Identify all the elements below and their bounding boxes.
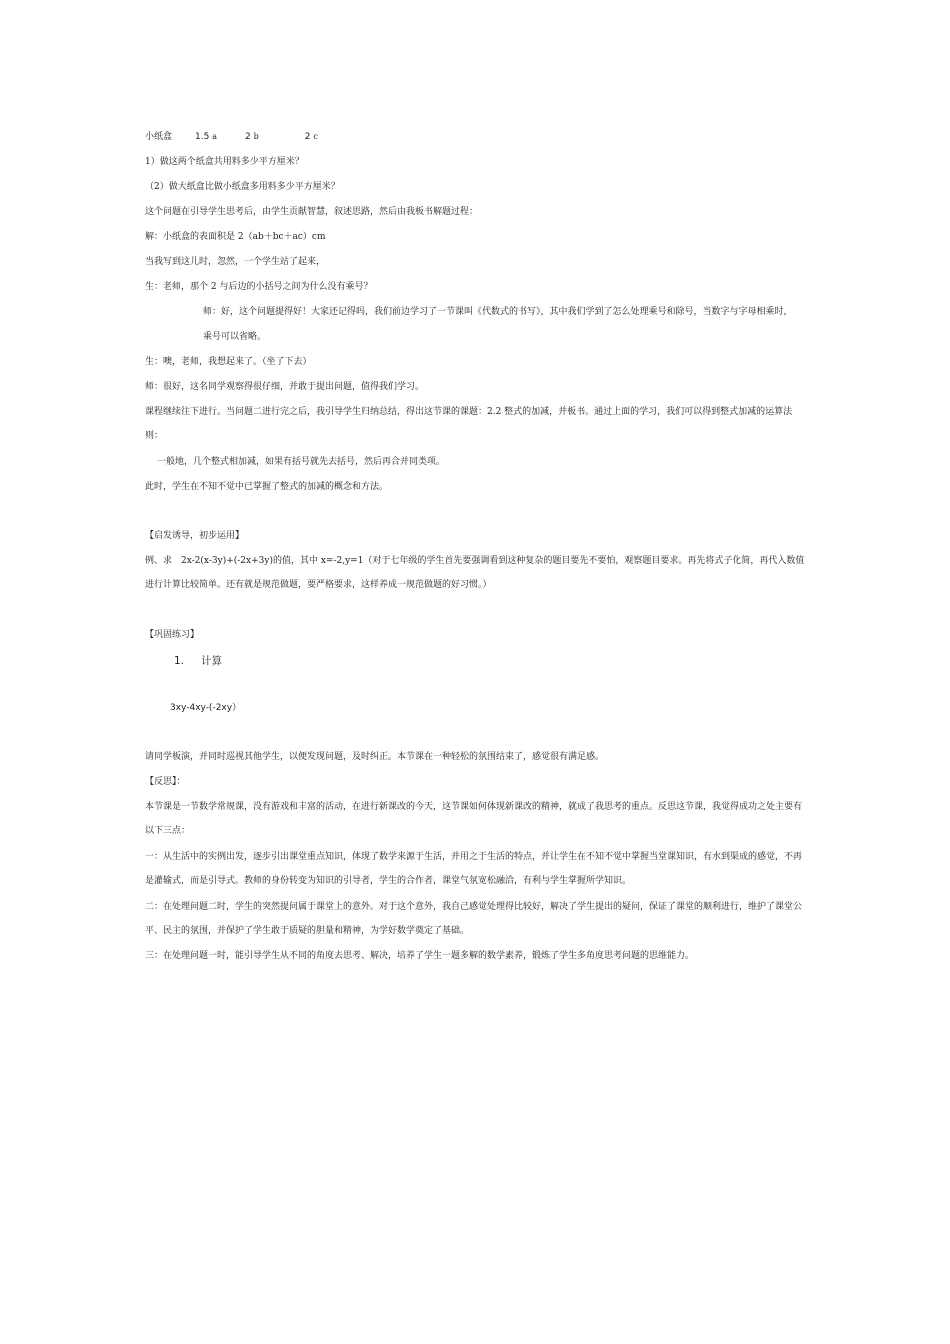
student-reply: 生：噢，老师，我想起来了。（坐了下去） [145, 357, 312, 367]
reflection-point-1: 一：从生活中的实例出发，逐步引出课堂重点知识，体现了数学来源于生活，并用之于生活的特点，并让学生在不知不觉中掌握当堂课知识，有水到渠成的感觉，不再是灌输式，而是引导式。教师的身份转变为知识的引导者，学生的合作者，课堂气氛宽松融洽，有利与学生掌握所学知识。 [145, 852, 803, 886]
box-dimensions-line [145, 131, 810, 143]
dim-1: 1.5 [195, 132, 210, 142]
paragraph-reflection: 本节课是一节数学常规课，没有游戏和丰富的活动，在进行新课改的今天，这节课如何体现新课改的精神，就成了我思考的重点。反思这节课，我觉得成功之处主要有以下三点： [145, 802, 803, 836]
paragraph-board-work: 请同学板演，并同时巡视其他学生，以便发现问题，及时纠正。本节课在一种轻松的氛围结束了，感觉很有满足感。 [145, 752, 605, 762]
dim-3-unit: c [313, 132, 318, 141]
example-problem: 例、求 2x-2(x-3y)+(-2x+3y)的值，其中 x=-2,y=1（对于七年级的学生首先要强调看到这种复杂的题目要先不要怕，观察题目要求。再先将式子化简，再代入数值进行计算比较简单。还有就是规范做题，要严格要求，这样养成一规范做题的好习惯。） [145, 556, 805, 590]
teacher-answer: 师：好，这个问题提得好！大家还记得吗，我们前边学习了一节课叫《代数式的书写》，其中我们学到了怎么处理乘号和除号，当数字与字母相乘时， [203, 307, 793, 317]
dim-2: 2 [244, 132, 251, 142]
teacher-praise: 师：很好，这名同学观察得很仔细，并敢于提出问题，值得我们学习。 [145, 382, 425, 392]
dim-2-unit: b [253, 132, 259, 141]
dim-1-unit: a [212, 132, 217, 141]
heading-practice: 【巩固练习】 [145, 630, 200, 640]
paragraph-mastery: 此时，学生在不知不觉中已掌握了整式的加减的概念和方法。 [145, 482, 389, 492]
exercise-number: 1. [174, 655, 185, 667]
question-1: 1）做这两个纸盒共用料多少平方厘米？ [145, 157, 304, 167]
exercise-expression: 3xy-4xy-(-2xy） [170, 703, 242, 713]
heading-reflection: 【反思】： [145, 777, 186, 787]
paragraph-student-stands: 当我写到这儿时，忽然，一个学生站了起来， [145, 257, 326, 267]
label-small-box: 小纸盒 [145, 132, 173, 142]
exercise-title [174, 655, 839, 667]
reflection-point-3: 三：在处理问题一时，能引导学生从不同的角度去思考、解决，培养了学生一题多解的数学素养，锻炼了学生多角度思考问题的思维能力。 [145, 951, 695, 961]
dim-3: 2 [304, 132, 311, 142]
paragraph-guide: 这个问题在引导学生思考后，由学生贡献智慧，叙述思路，然后由我板书解题过程： [145, 207, 479, 217]
paragraph-course-continues: 课程继续往下进行。当问题二进行完之后，我引导学生归纳总结，得出这节课的课题：2.2 整式的加减，并板书。通过上面的学习，我们可以得到整式加减的运算法则： [145, 407, 793, 441]
heading-inspire: 【启发诱导，初步运用】 [145, 531, 245, 541]
exercise-label: 计算 [201, 655, 222, 667]
rule-statement: 一般地，几个整式相加减，如果有括号就先去括号，然后再合并同类项。 [157, 457, 446, 467]
reflection-point-2: 二：在处理问题二时，学生的突然提问属于课堂上的意外。对于这个意外，我自己感觉处理得比较好，解决了学生提出的疑问，保证了课堂的顺利进行，维护了课堂公平、民主的氛围，并保护了学生敢于质疑的胆量和精神，为学好数学奠定了基础。 [145, 902, 803, 936]
student-question: 生：老师，那个 2 与后边的小括号之间为什么没有乘号？ [145, 282, 373, 292]
teacher-answer-cont: 乘号可以省略。 [203, 332, 267, 342]
question-2: （2）做大纸盒比做小纸盒多用料多少平方厘米？ [145, 182, 340, 192]
solution-line: 解：小纸盒的表面积是 2（ab＋bc＋ac）cm [145, 232, 326, 242]
